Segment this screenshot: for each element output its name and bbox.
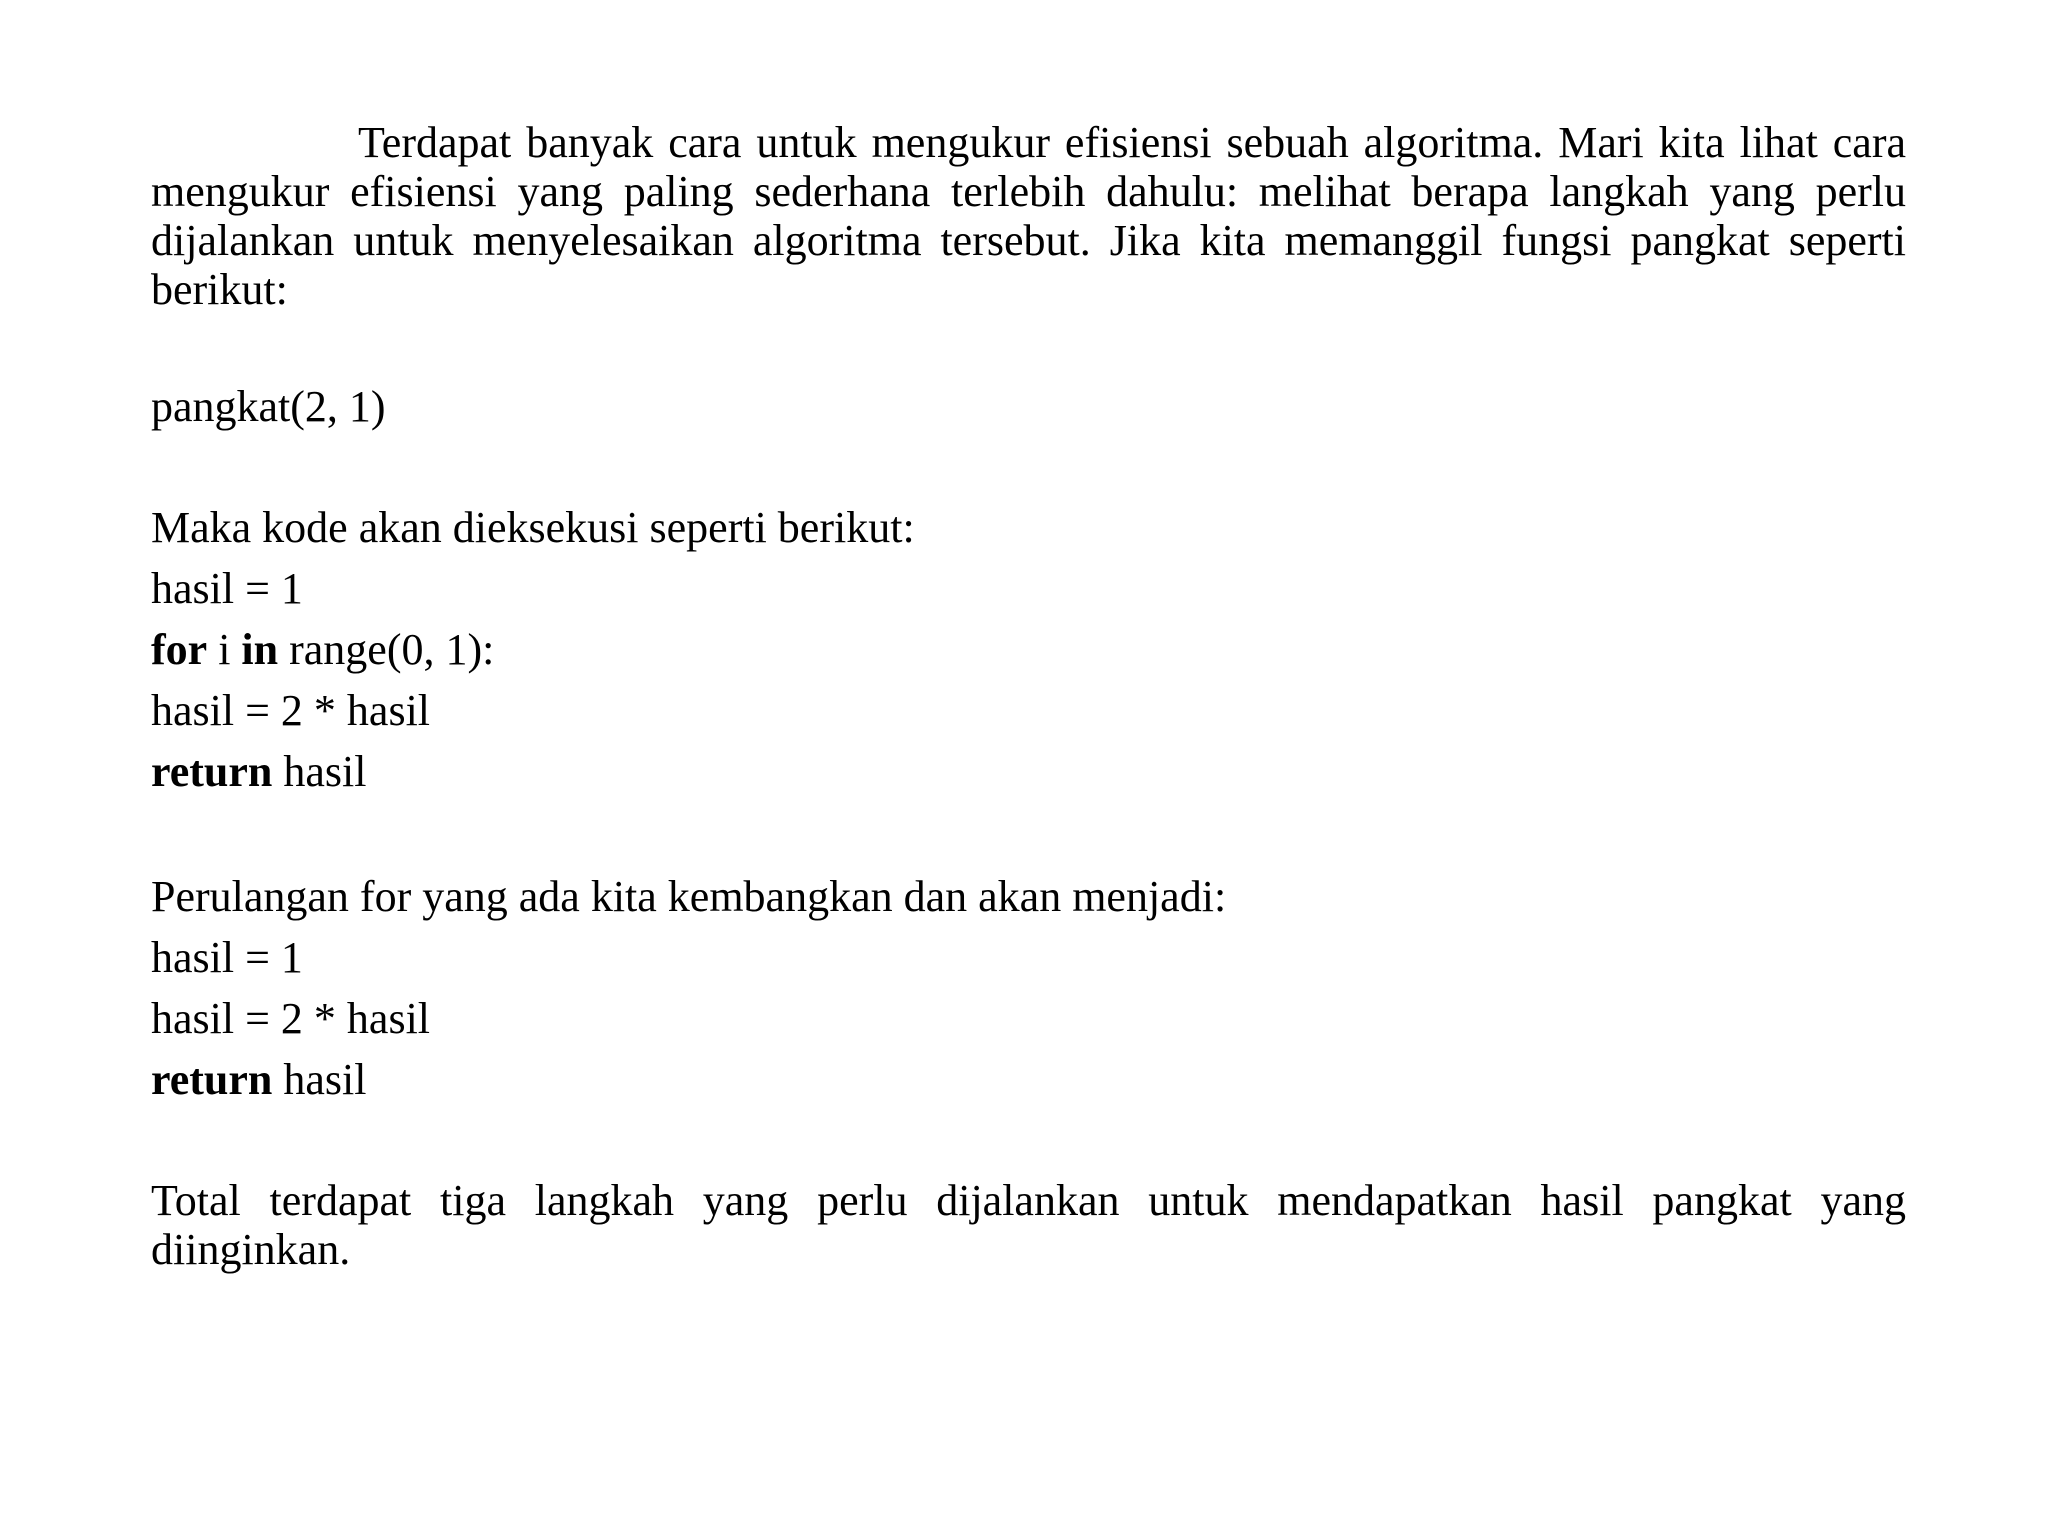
intro-paragraph: Terdapat banyak cara untuk mengukur efisiensi sebuah algoritma. Mari kita lihat cara mengukur efisiensi yang paling sederhana terlebih dahulu: melihat berapa langkah yang perlu dijalankan untuk menyelesaikan algoritma tersebut. Jika kita memanggil fungsi pangkat seperti berikut: (151, 118, 1906, 314)
code-line-multiply: hasil = 2 * hasil (151, 686, 431, 735)
execution-intro: Maka kode akan dieksekusi seperti berikut: (151, 503, 915, 552)
code-block-original (151, 497, 1906, 802)
code-line-init: hasil = 1 (151, 564, 303, 613)
spacer (151, 431, 1906, 497)
code-block-unrolled (151, 866, 1906, 1110)
code-line-return (151, 741, 1906, 802)
document-page (151, 118, 1906, 1274)
code-line-init: hasil = 1 (151, 933, 303, 982)
spacer (151, 314, 1906, 382)
keyword-in: in (241, 625, 279, 674)
code-line-for (151, 619, 1906, 680)
return-value: hasil (272, 747, 367, 796)
code-line-multiply: hasil = 2 * hasil (151, 994, 431, 1043)
return-value: hasil (272, 1055, 367, 1104)
for-range: range(0, 1): (278, 625, 495, 674)
loop-intro: Perulangan for yang ada kita kembangkan dan akan menjadi: (151, 872, 1227, 921)
spacer (151, 802, 1906, 866)
keyword-for: for (151, 625, 208, 674)
keyword-return: return (151, 747, 273, 796)
conclusion-paragraph: Total terdapat tiga langkah yang perlu dijalankan untuk mendapatkan hasil pangkat yang diinginkan. (151, 1176, 1906, 1274)
spacer (151, 1110, 1906, 1176)
for-variable: i (207, 625, 242, 674)
function-call-example: pangkat(2, 1) (151, 382, 386, 431)
keyword-return: return (151, 1055, 273, 1104)
code-line-return (151, 1049, 1906, 1110)
